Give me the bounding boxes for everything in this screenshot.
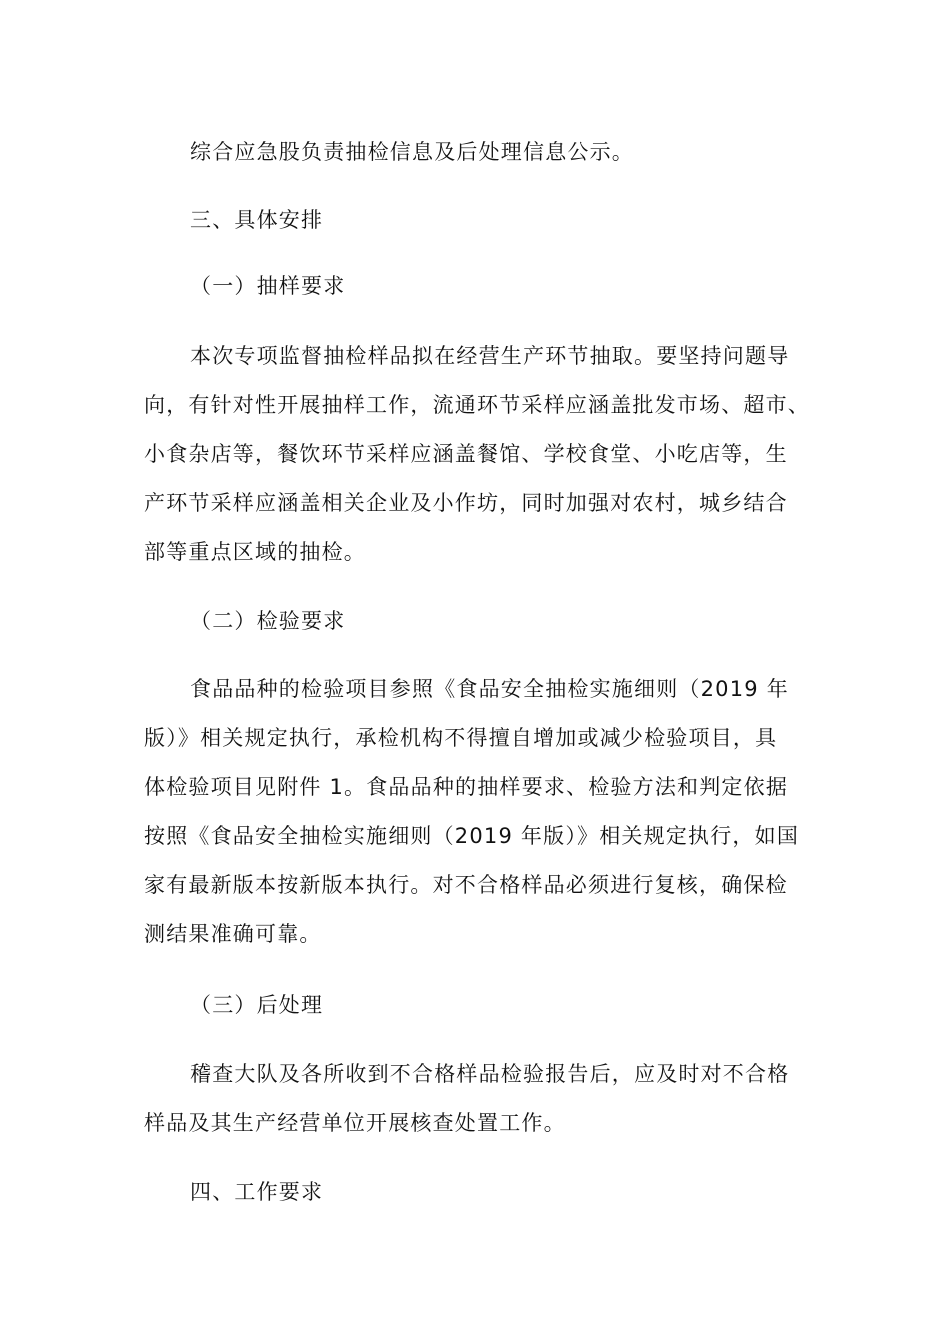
subheading-post-processing: （三）后处理	[190, 993, 324, 1017]
text-line: 部等重点区域的抽检。	[144, 540, 366, 564]
paragraph-sampling	[144, 332, 810, 577]
text-line: 样品及其生产经营单位开展核查处置工作。	[144, 1111, 566, 1135]
paragraph-info-publicity: 综合应急股负责抽检信息及后处理信息公示。	[190, 140, 634, 164]
section-heading-3: 三、具体安排	[190, 208, 324, 232]
text-line: 小食杂店等，餐饮环节采样应涵盖餐馆、学校食堂、小吃店等，生	[144, 442, 788, 466]
text-line: 体检验项目见附件 1。食品品种的抽样要求、检验方法和判定依据	[144, 775, 789, 799]
text-line: 测结果准确可靠。	[144, 922, 322, 946]
subheading-inspection-requirements: （二）检验要求	[190, 609, 346, 633]
text-line: 版）》相关规定执行，承检机构不得擅自增加或减少检验项目，具	[144, 726, 778, 750]
text-line: 稽查大队及各所收到不合格样品检验报告后，应及时对不合格	[190, 1062, 790, 1086]
text-line: 向，有针对性开展抽样工作，流通环节采样应涵盖批发市场、超市、	[144, 393, 810, 417]
paragraph-inspection	[144, 665, 804, 959]
text-line: 产环节采样应涵盖相关企业及小作坊，同时加强对农村，城乡结合	[144, 491, 788, 515]
text-line: 家有最新版本按新版本执行。对不合格样品必须进行复核，确保检	[144, 873, 788, 897]
text-line: 按照《食品安全抽检实施细则（2019 年版）》相关规定执行，如国	[144, 824, 800, 848]
subheading-sampling-requirements: （一）抽样要求	[190, 274, 346, 298]
text-line: 本次专项监督抽检样品拟在经营生产环节抽取。要坚持问题导	[190, 344, 790, 368]
text-line: 食品品种的检验项目参照《食品安全抽检实施细则（2019 年	[190, 677, 789, 701]
section-heading-4: 四、工作要求	[190, 1180, 324, 1204]
paragraph-post-processing	[144, 1050, 804, 1148]
